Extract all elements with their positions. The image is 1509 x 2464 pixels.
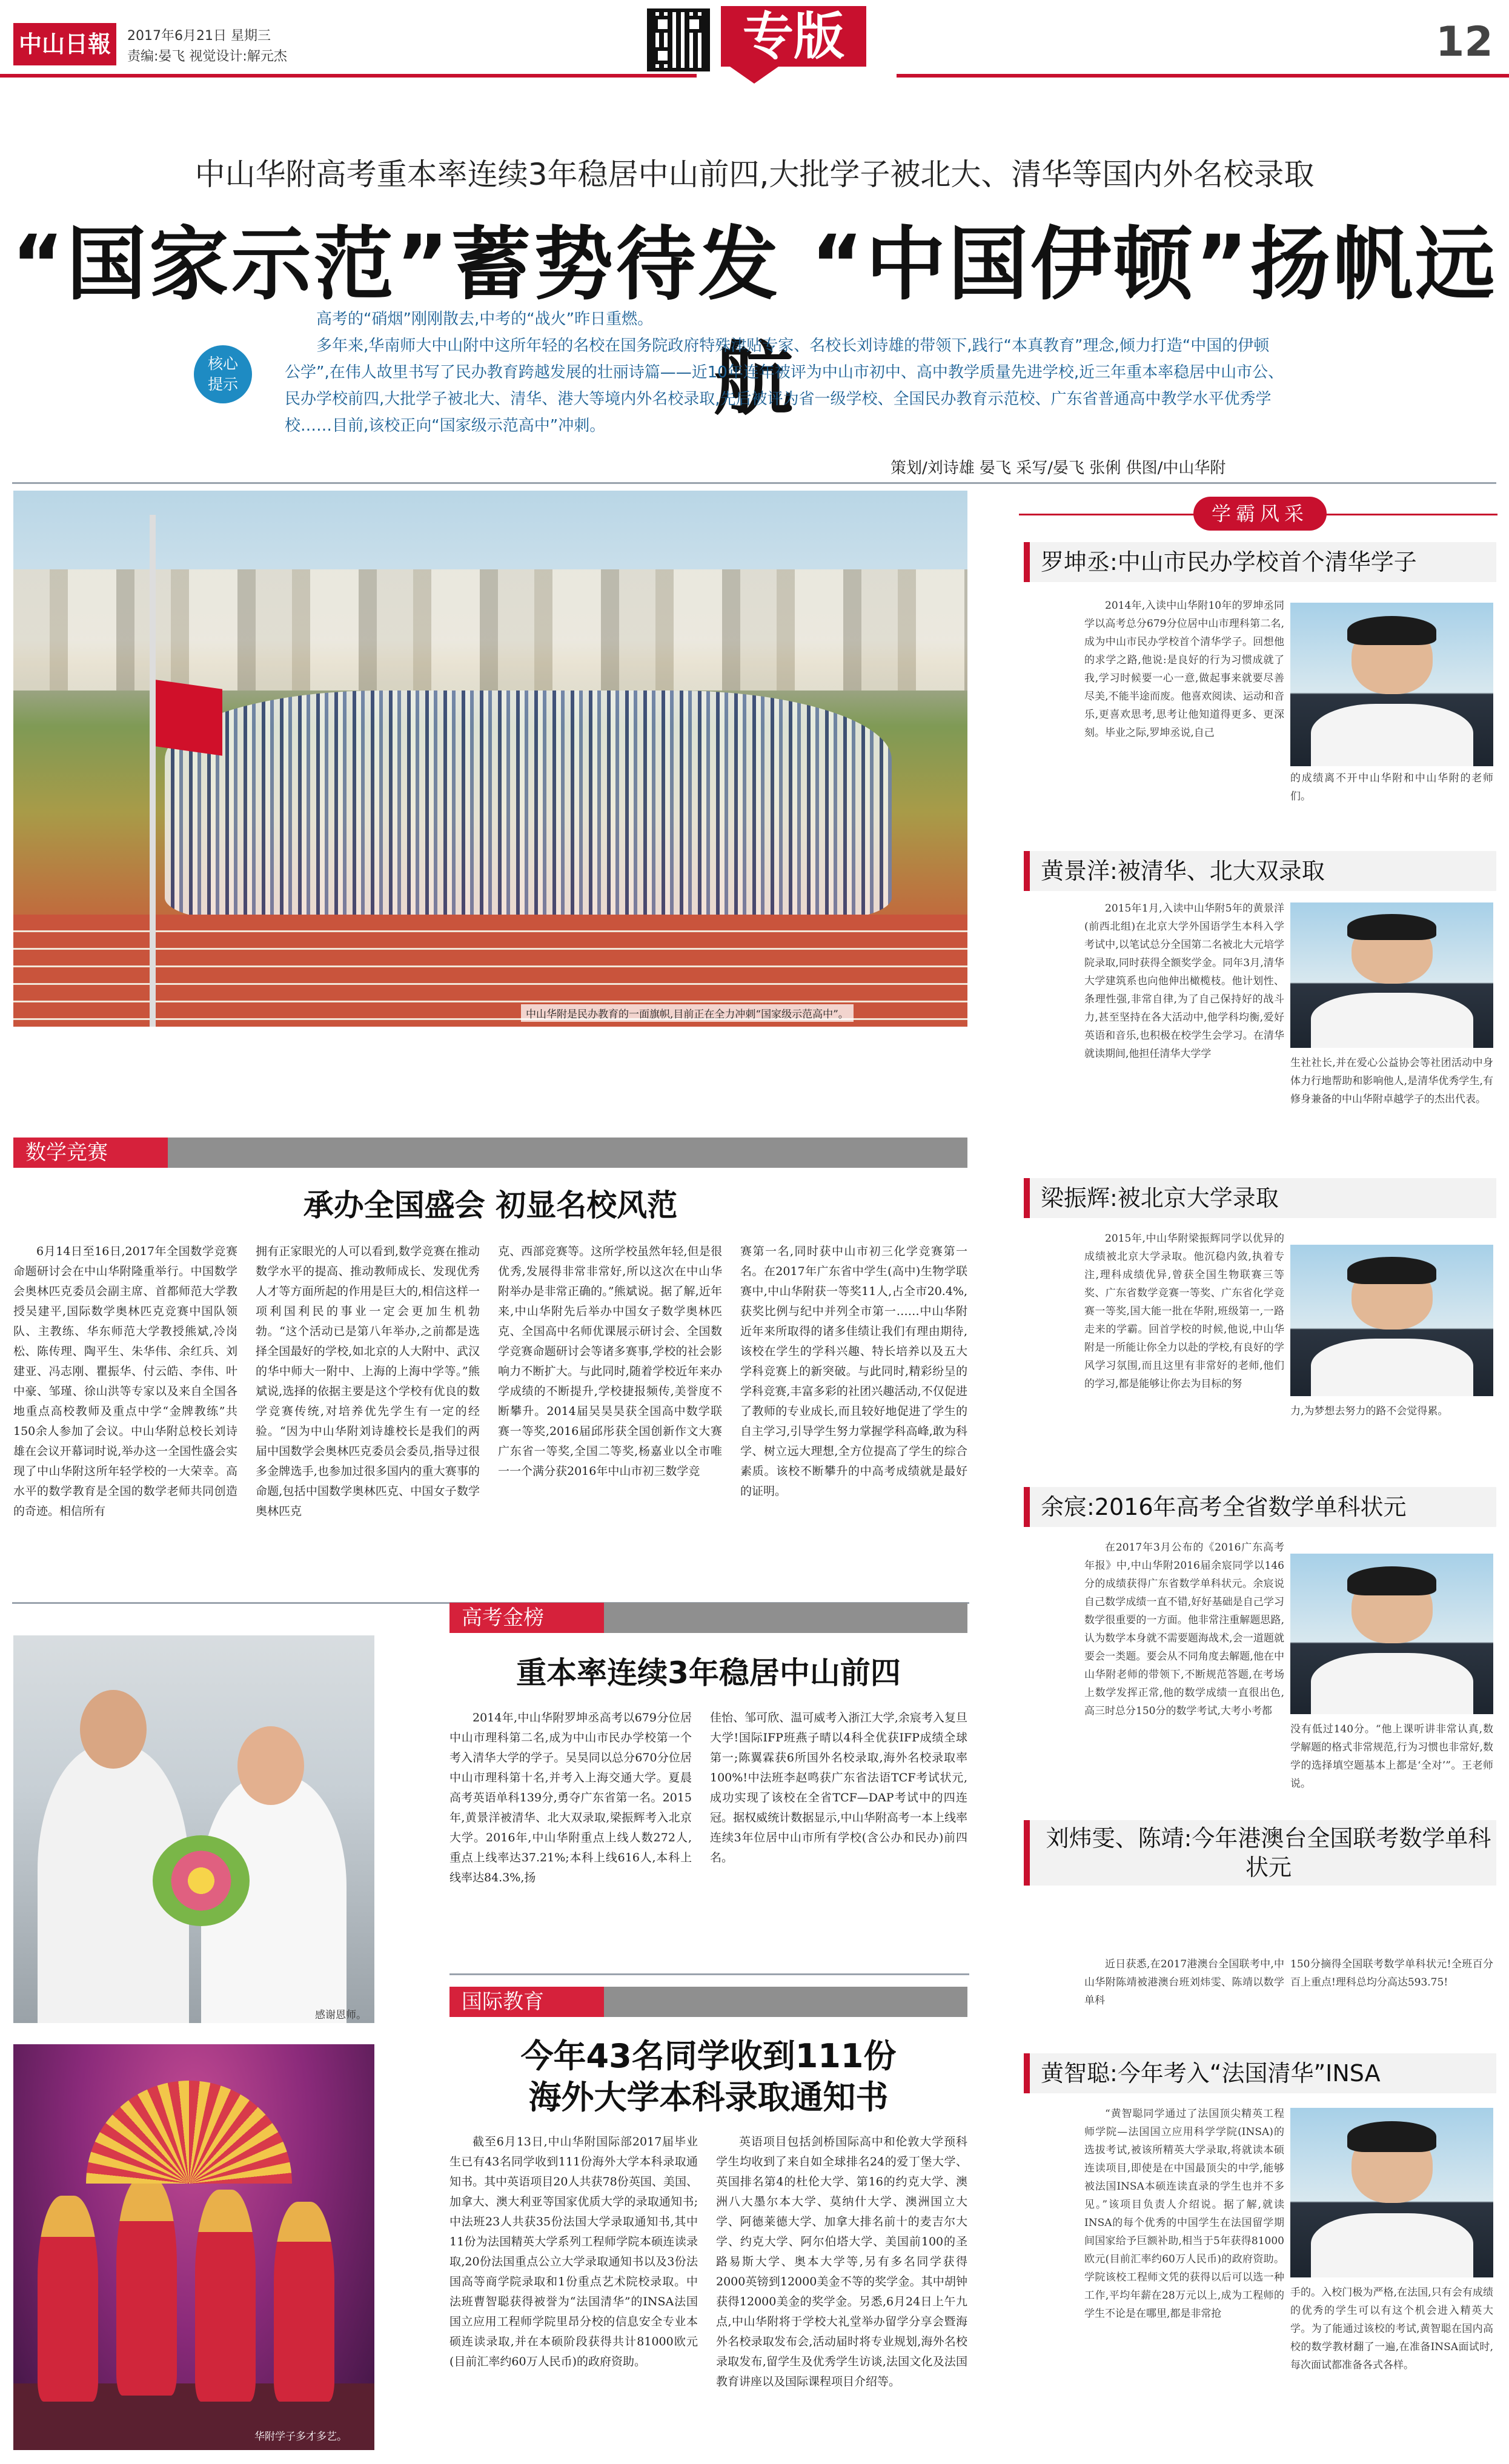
dancer <box>38 2196 98 2402</box>
dancer <box>195 2190 256 2402</box>
math-col-2: 拥有正家眼光的人可以看到,数学竞赛在推动数学水平的提高、推动教师成长、发现优秀人才等方面所起的作用是巨大的,相信这样一项利国利民的事业一定会更加生机勃勃。“这个活动已是第八年举办,之前都是选择全国最好的学校,如北京的人大附中、武汉的华中师大一附中、上海的上海中学等。”熊斌说,选择的依据主要是这个学校有优良的数学竞赛传统,对培养优先学生有一定的经验。“因为中山华附刘诗雄校长是我们的两届中国数学会奥林匹克委员会委员,指导过很多金牌选手,也参加过很多国内的重大赛事的命题,包括中国数学奥林匹克、中国女子数学奥林匹克 <box>256 1245 480 1518</box>
sidebar-item-text-2: 手的。入校门极为严格,在法国,只有会有成绩的优秀的学生可以有这个机会进入精英大学。为了能通过该校的考试,黄智聪在国内高校的数学教材翻了一遍,在准备INSA面试时,每次面试都准备各式各样。 <box>1290 2287 1493 2371</box>
student-portrait <box>1290 1554 1493 1714</box>
student-portrait <box>1290 1245 1493 1396</box>
credits: 策划/刘诗雄 晏飞 采写/晏飞 张俐 供图/中山华附 <box>890 459 1226 477</box>
sidebar-item-text: “黄智聪同学通过了法国顶尖精英工程师学院—法国国立应用科学学院(INSA)的选拔考试,被该所精英大学录取,将就读本硕连读项目,即使是在中国最顶尖的中学,能够被法国INSA本硕连读直录的学生也并不多见。”该项目负责人介绍说。据了解,就读INSA的每个优秀的中国学生在法国留学期间国家给予巨额补助,相当于5年获得81000欧元(目前汇率约60万人民币)的政府资助。学院该校工程师文凭的获得以后可以选一种工作,平均年薪在28万元以上,成为工程师的学生不论是在哪里,都是非常抢 <box>1084 2108 1284 2320</box>
main-photo <box>13 491 967 1027</box>
teacher-photo <box>13 1635 374 2023</box>
masthead-rule <box>0 74 697 78</box>
student-head <box>237 1726 304 1805</box>
intl-col-2: 英语项目包括剑桥国际高中和伦敦大学预科学生均收到了来自如全球排名24的爱丁堡大学、英国排名第4的杜伦大学、第16的约克大学、澳洲八大墨尔本大学、莫纳什大学、澳洲国立大学、阿德莱德大学、加拿大排名前十的麦吉尔大学、约克大学、阿尔伯塔大学、美国前100的圣路易斯大学、奥本大学等,另有多名同学获得2000英镑到12000美金不等的奖学金。其中胡钟获得12000美金的奖学金。另悉,6月24日上午九点,中山华附将于学校大礼堂举办留学分享会暨海外名校录取发布会,活动届时将专业规划,海外名校录取发布,留学生及优秀学生访谈,法国文化及法国教育讲座以及国际课程项目介绍等。 <box>716 2135 967 2388</box>
flower-bouquet <box>153 1835 250 1926</box>
intl-section-tag: 国际教育 <box>449 1987 604 2017</box>
summary-text <box>285 306 1284 439</box>
sidebar-item-title: 黄智聪:今年考入“法国清华”INSA <box>1024 2053 1496 2093</box>
dancer <box>274 2202 334 2402</box>
main-headline: “国家示范”蓄势待发 “中国伊顿”扬帆远航 <box>12 218 1497 426</box>
masthead-rule-right <box>897 74 1509 78</box>
masthead <box>0 0 1509 103</box>
main-photo-caption: 中山华附是民办教育的一面旗帜,目前正在全力冲刺“国家级示范高中”。 <box>521 1004 854 1022</box>
sidebar-item-text: 2015年,中山华附梁振辉同学以优异的成绩被北京大学录取。他沉稳内敛,执着专注,理科成绩优异,曾获全国生物联赛三等奖、广东省数学竞赛一等奖、广东省化学竞赛一等奖,国大能一批在华附,班级第一,一路走来的学霸。回首学校的时候,他说,中山华附是一所能让你全力以赴的学校,有良好的学风学习氛围,而且这里有非常好的老师,他们的学习,都是能够让你去为目标的努 <box>1084 1233 1284 1390</box>
student-portrait <box>1290 603 1493 766</box>
summary-p1: 高考的“硝烟”刚刚散去,中考的“战火”昨日重燃。 <box>316 310 654 328</box>
sidebar-item-text: 近日获悉,在2017港澳台全国联考中,中山华附陈靖被港澳台班刘炜雯、陈靖以数学单科 <box>1084 1958 1284 2007</box>
intl-title-line2: 海外大学本科录取通知书 <box>528 2078 889 2116</box>
gaokao-col-1: 2014年,中山华附罗坤丞高考以679分位居中山市理科第二名,成为中山市民办学校第一个考入清华大学的学子。吴昊同以总分670分位居中山市理科第十名,并考入上海交通大学。夏晨高考英语单科139分,勇夺广东省第一名。2015年,黄景洋被清华、北大双录取,梁振辉考入北京大学。2016年,中山华附重点上线人数272人,重点上线率达37.21%;本科上线616人,本科上线率达84.3%,扬 <box>449 1711 692 1884</box>
buildings <box>13 569 967 691</box>
gaokao-col-2: 佳怡、邹可欣、温可威考入浙江大学,余宸考入复旦大学!国际IFP班燕子晴以4科全优获IFP成绩全球第一;陈翼霖获6所国外名校录取,海外名校录取率100%!中法班李赵鸣获广东省法语TCF考试状元,成功实现了该校在全省TCF—DAP考试中的四连冠。据权威统计数据显示,中山华附高考一本上线率连续3年位居中山市所有学校(含公办和民办)前四名。 <box>710 1711 967 1864</box>
qr-code-icon[interactable] <box>647 8 710 71</box>
gaokao-title: 重本率连续3年稳居中山前四 <box>516 1655 901 1691</box>
sidebar-tag: 学霸风采 <box>1193 497 1327 531</box>
summary-p2: 多年来,华南师大中山附中这所年轻的名校在国务院政府特殊津贴专家、名校长刘诗雄的带领下,践行“本真教育”理念,倾力打造“中国的伊顿公学”,在伟人故里书写了民办教育跨越发展的壮丽诗篇——近10年连年被评为中山市初中、高中教学质量先进学校,近三年重本率稳居中山市公、民办学校前四,大批学子被北大、清华、港大等境内外名校录取,先后被评为省一级学校、全国民办教育示范校、广东省普通高中教学水平优秀学校……目前,该校正向“国家级示范高中”冲刺。 <box>285 337 1284 435</box>
student-portrait <box>1290 902 1493 1048</box>
math-section-tag: 数学竞赛 <box>13 1138 168 1168</box>
sidebar-item-text-2: 生社社长,并在爱心公益协会等社团活动中身体力行地帮助和影响他人,是清华优秀学生,有修身兼备的中山华附卓越学子的杰出代表。 <box>1290 1057 1493 1105</box>
sidebar-item-text-2: 没有低过140分。“他上课听讲非常认真,数学解题的格式非常规范,行为习惯也非常好,数学的选择填空题基本上都是‘全对’”。王老师说。 <box>1290 1723 1493 1790</box>
math-col-1: 6月14日至16日,2017年全国数学竞赛命题研讨会在中山华附隆重举行。中国数学会奥林匹克委员会副主席、首都师范大学教授吴建平,国际数学奥林匹克竞赛中国队领队、主教练、华东师范大学教授熊斌,冷岗松、陈传理、陶平生、朱华伟、余红兵、刘建亚、冯志刚、瞿振华、付云皓、李伟、叶中豪、邹瑾、徐山洪等专家以及来自全国各地重点高校教师及重点中学“金牌教练”共150余人参加了会议。中山华附总校长刘诗雄在会议开幕词时说,举办这一全国性盛会实现了中山华附这所年轻学校的一大荣幸。高水平的数学教育是全国的数学老师共同创造的奇迹。相信所有 <box>13 1245 237 1518</box>
flag-icon <box>156 680 222 755</box>
dancer <box>116 2178 177 2396</box>
divider <box>12 482 1496 484</box>
sidebar-item-text: 在2017年3月公布的《2016广东高考年报》中,中山华附2016届余宸同学以146分的成绩获得广东省数学单科状元。余宸说自己数学成绩一直不错,好好基础是自己学习数学很重要的一方面。他非常注重解题思路,认为数学本身就不需要题海战术,会一道题就要会一类题。要会从不同角度去解题,他在中山华附老师的带领下,不断规范答题,在考场上数学发挥正常,他的数学成绩一直很出色,高三时总分150分的数学考试,大考小考都 <box>1084 1542 1284 1717</box>
student-portrait <box>1290 2108 1493 2277</box>
chevron-down-icon <box>730 67 778 84</box>
teacher-photo-caption: 感谢恩师。 <box>315 2009 366 2021</box>
sidebar-item-title: 梁振辉:被北京大学录取 <box>1024 1178 1496 1218</box>
sidebar-item-text: 2014年,入读中山华附10年的罗坤丞同学以高考总分679分位居中山市理科第二名,成为中山市民办学校首个清华学子。回想他的求学之路,他说:是良好的行为习惯成就了我,学习时候要一心一意,做起事来就要尽善尽美,不能半途而废。他喜欢阅读、运动和音乐,更喜欢思考,思考让他知道得更多、更深刻。毕业之际,罗坤丞说,自己 <box>1084 600 1284 739</box>
editors: 责编:晏飞 视觉设计:解元杰 <box>127 49 287 64</box>
teacher-head <box>80 1690 147 1769</box>
sidebar-item-text-2: 力,为梦想去努力的路不会觉得累。 <box>1290 1405 1448 1417</box>
sidebar-item-title: 余宸:2016年高考全省数学单科状元 <box>1024 1487 1496 1527</box>
crowd <box>165 691 892 921</box>
logo: 中山日報 <box>13 23 116 65</box>
gaokao-section-tag: 高考金榜 <box>449 1603 604 1633</box>
math-title: 承办全国盛会 初显名校风范 <box>303 1188 678 1223</box>
page-number: 12 <box>1436 18 1493 66</box>
dance-photo-caption: 华附学子多才多艺。 <box>254 2431 347 2443</box>
math-col-3: 克、西部竞赛等。这所学校虽然年轻,但是很优秀,发展得非常非常好,所以这次在中山华附举办是非常正确的。”熊斌说。据了解,近年来,中山华附先后举办中国女子数学奥林匹克、全国高中名师优课展示研讨会、全国数学竞赛命题研讨会等诸多赛事,学校的社会影响力不断扩大。与此同时,随着学校近年来办学成绩的不断提升,学校捷报频传,美誉度不断攀升。2014届吴昊昊获全国高中数学联赛一等奖,2016届邱彤获全国创新作文大赛广东省一等奖,全国二等奖,杨嘉业以全市唯一一个满分获2016年中山市初三数学竞 <box>498 1245 722 1478</box>
sub-headline: 中山华附高考重本率连续3年稳居中山前四,大批学子被北大、清华等国内外名校录取 <box>194 157 1315 192</box>
section-label: 专版 <box>721 6 866 67</box>
sidebar-item-title: 刘炜雯、陈靖:今年港澳台全国联考数学单科状元 <box>1024 1820 1496 1886</box>
sidebar-item-title: 罗坤丞:中山市民办学校首个清华学子 <box>1024 542 1496 582</box>
sidebar-item-text-2: 150分摘得全国联考数学单科状元!全班百分百上重点!理科总均分高达593.75! <box>1290 1958 1493 1989</box>
dance-photo <box>13 2044 374 2450</box>
sidebar-item-text-2: 的成绩离不开中山华附和中山华附的老师们。 <box>1290 772 1493 803</box>
sidebar-item-text: 2015年1月,入读中山华附5年的黄景洋(前西北组)在北京大学外国语学生本科入学考试中,以笔试总分全国第二名被北大元培学院录取,同时获得全额奖学金。同年3月,清华大学建筑系也向他伸出橄榄枝。他计划性、条理性强,非常自律,为了自己保持好的战斗力,甚至坚持在各大活动中,他学科均衡,爱好英语和音乐,也积极在校学生会学习。在清华就读期间,他担任清华大学学 <box>1084 902 1284 1060</box>
intl-title-line1: 今年43名同学收到111份 <box>520 2037 897 2075</box>
divider <box>449 1973 969 1975</box>
intl-col-1: 截至6月13日,中山华附国际部2017届毕业生已有43名同学收到111份海外大学本科录取通知书。其中英语项目20人共获78份英国、美国、加拿大、澳大利亚等国家优质大学的录取通知书;中法班23人共获35份法国大学录取通知书,其中11份为法国精英大学系列工程师学院本硕连读录取,20份法国重点公立大学录取通知书以及3份法国高等商学院录取和1份重点艺术院校录取。中法班曹智聪获得被誉为“法国清华”的INSA法国国立应用工程师学院里昂分校的信息安全专业本硕连读录取,并在本硕阶段获得共计81000欧元(目前汇率约60万人民币)的政府资助。 <box>449 2135 698 2368</box>
sidebar-item-title: 黄景洋:被清华、北大双录取 <box>1024 851 1496 891</box>
math-col-4: 赛第一名,同时获中山市初三化学竞赛第一名。在2017年广东省中学生(高中)生物学联赛中,中山华附获一等奖11人,占全市20.4%,获奖比例与纪中并列全市第一……中山华附近年来所取得的诸多佳绩让我们有理由期待,该校在学生的学科兴趣、特长培养以及五大学科竞赛上的新突破。与此同时,精彩纷呈的学科竞赛,丰富多彩的社团兴趣活动,不仅促进了教师的专业成长,而且较好地促进了学生的自主学习,引导学生努力掌握学科高峰,敢为科学、树立远大理想,全方位提高了学生的综合素质。该校不断攀升的中高考成绩就是最好的证明。 <box>740 1245 967 1498</box>
flag-pole <box>150 515 156 1027</box>
issue-date: 2017年6月21日 星期三 <box>127 28 271 44</box>
summary-badge: 核心 提示 <box>194 345 252 403</box>
dance-fan <box>86 2081 292 2184</box>
